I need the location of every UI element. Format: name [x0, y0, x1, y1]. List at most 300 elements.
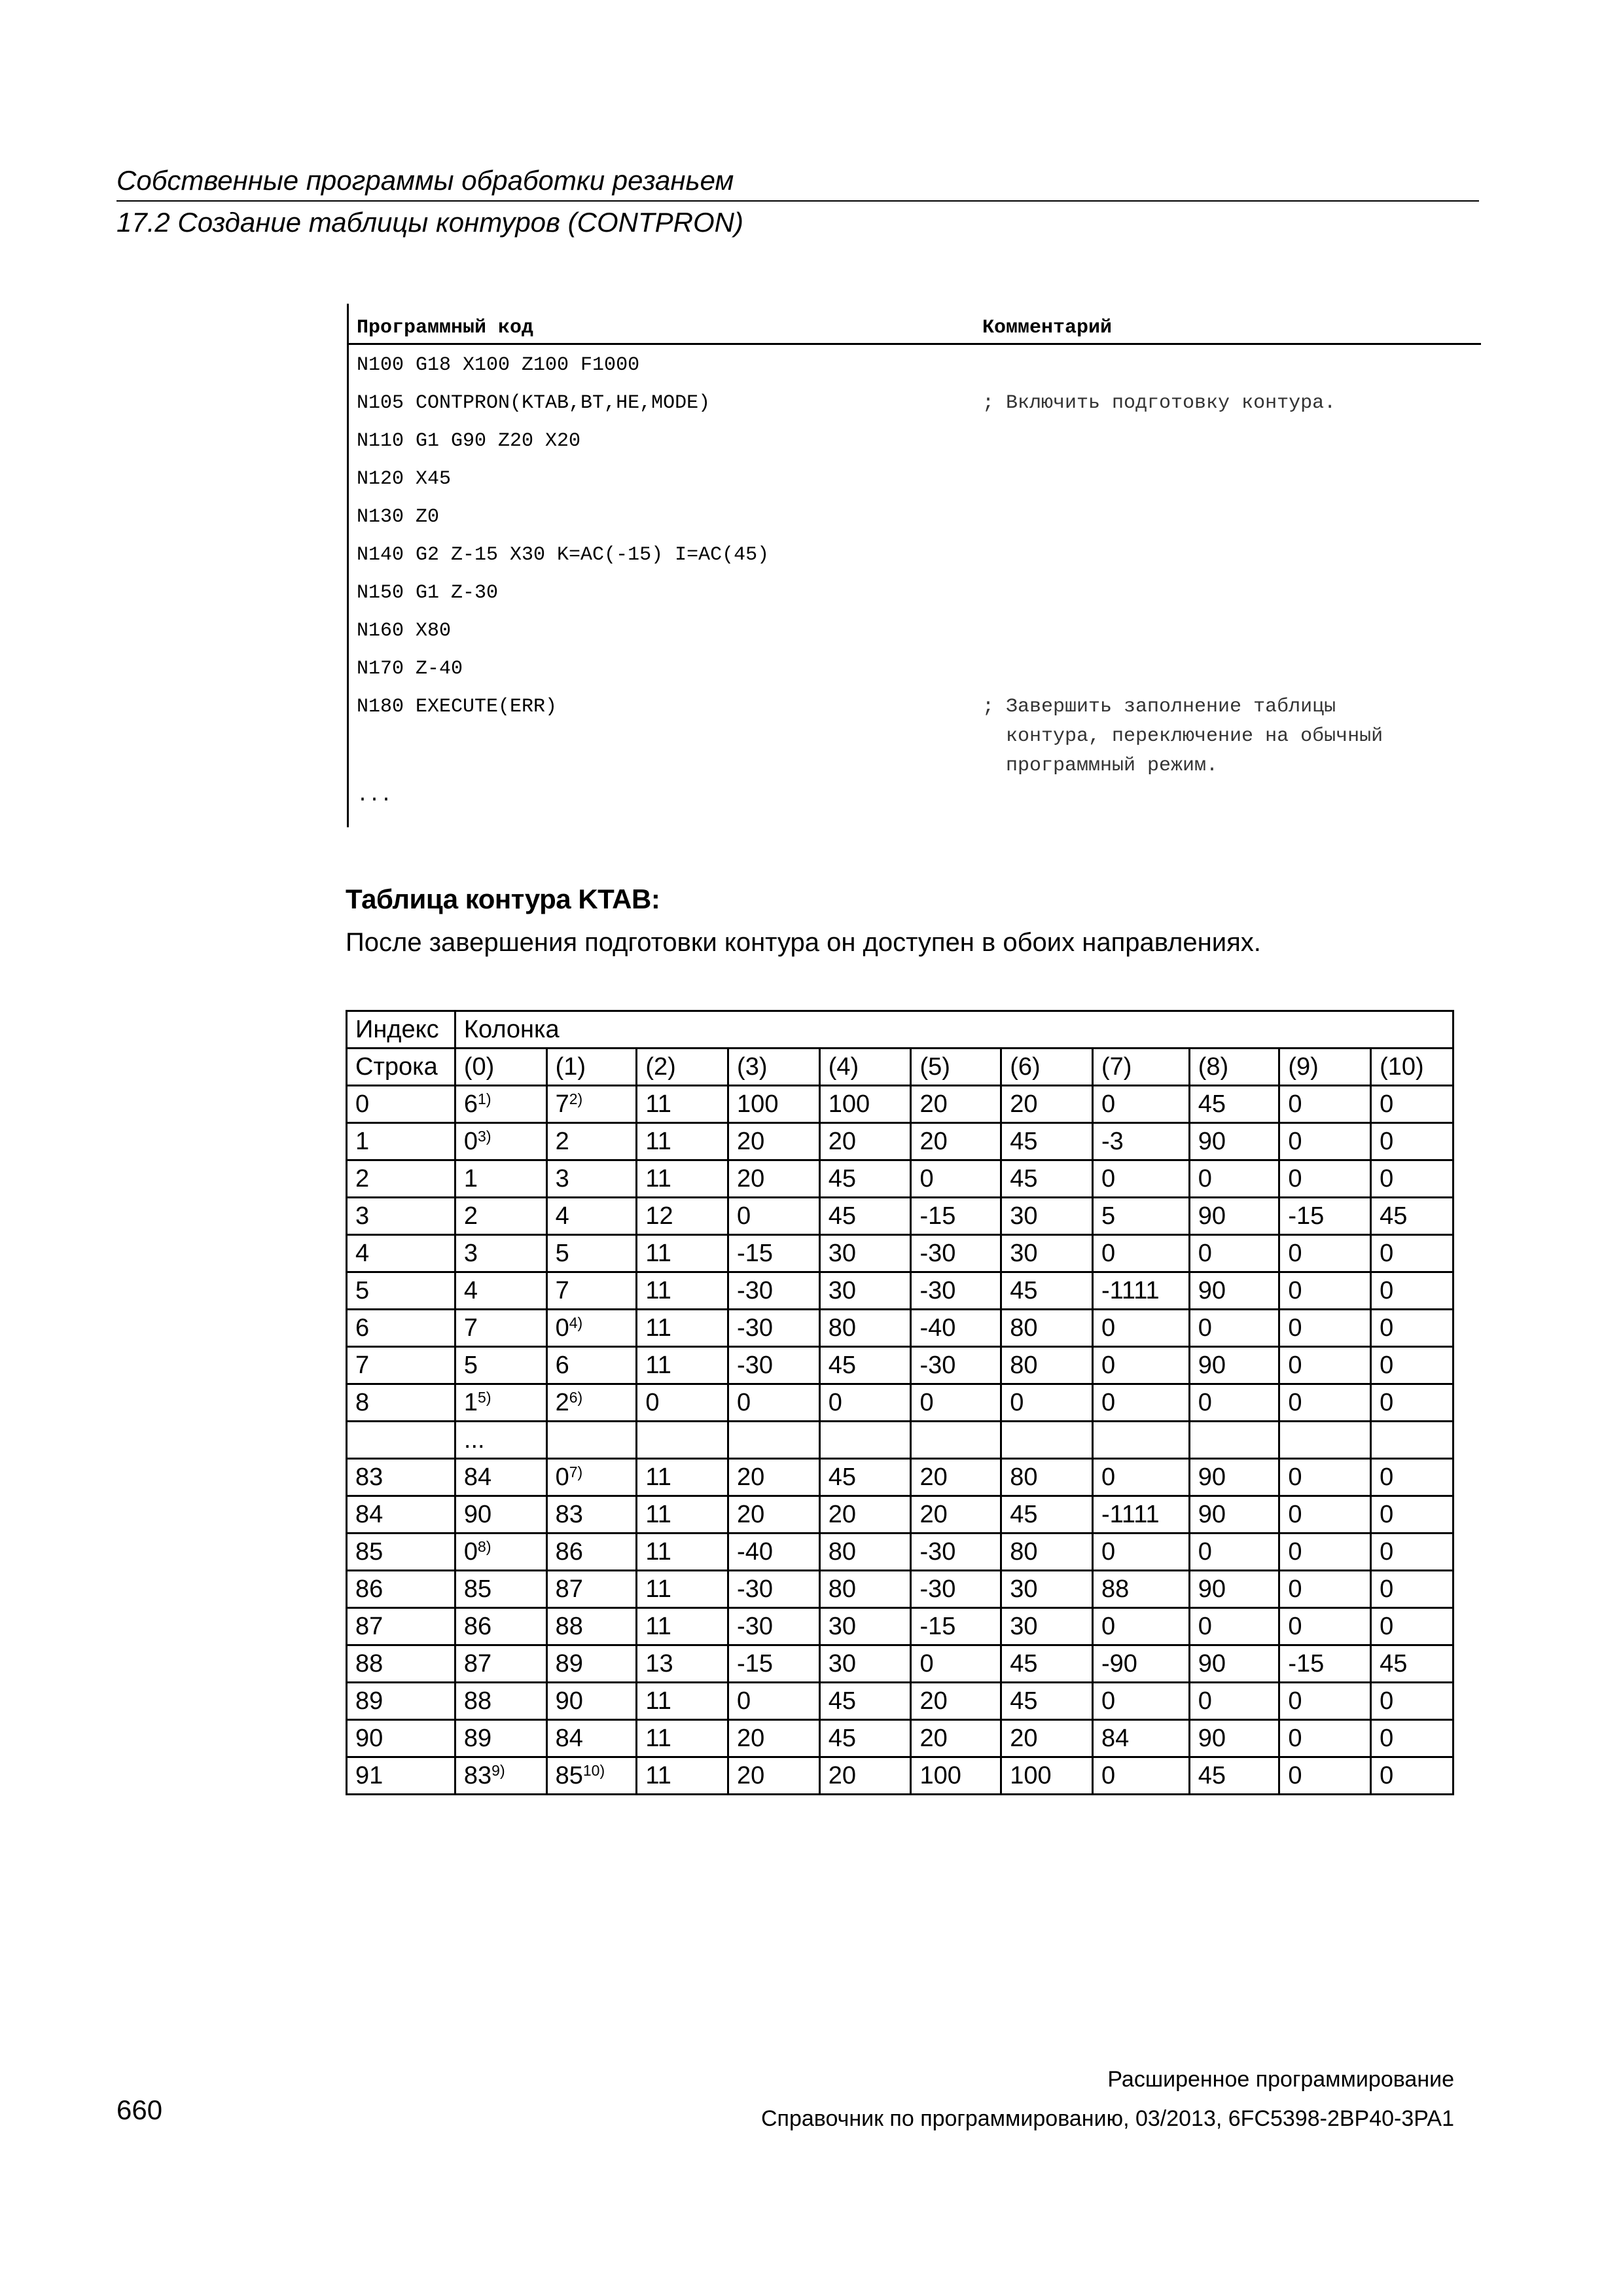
cell-value: 0: [1288, 1537, 1302, 1566]
cell-value: 30: [1010, 1202, 1038, 1230]
table-cell: [1001, 1235, 1093, 1272]
cell-value: 30: [828, 1612, 857, 1640]
cell-value: 0: [1380, 1164, 1394, 1193]
cell-value: 11: [645, 1575, 671, 1603]
cell-value: 30: [1010, 1239, 1038, 1267]
cell-value: 0: [1380, 1314, 1394, 1342]
cell-value: 45: [1010, 1127, 1038, 1155]
table-cell: [1371, 1757, 1454, 1795]
table-cell: [455, 1384, 546, 1422]
comment-column-header: Комментарий: [982, 317, 1113, 339]
table-cell: [1279, 1086, 1371, 1123]
row-index-cell: [347, 1198, 455, 1235]
cell-value: 45: [1380, 1649, 1408, 1677]
table-cell: [1092, 1310, 1189, 1347]
table-row: [347, 1310, 1454, 1347]
table-cell: [546, 1571, 637, 1608]
table-cell: [1189, 1683, 1279, 1720]
code-listing: [347, 304, 1481, 827]
table-cell: [637, 1720, 728, 1757]
cell-value: 0: [1288, 1314, 1302, 1342]
cell-value: 20: [1010, 1724, 1038, 1752]
cell-value: 11: [645, 1127, 671, 1155]
cell-value: 0: [1288, 1276, 1302, 1304]
cell-value: -15: [737, 1239, 773, 1267]
table-cell: [1371, 1683, 1454, 1720]
table-cell: [637, 1384, 728, 1422]
cell-value: 0: [1380, 1463, 1394, 1491]
table-cell: [546, 1720, 637, 1757]
row-index-cell: [347, 1086, 455, 1123]
cell-value: 11: [645, 1687, 671, 1715]
cell-value: 88: [555, 1612, 583, 1640]
table-cell: [1371, 1123, 1454, 1160]
table-cell: [455, 1645, 546, 1683]
cell-value: 0: [919, 1649, 934, 1677]
table-cell: [637, 1086, 728, 1123]
column-number: (3): [728, 1049, 820, 1086]
cell-value: 2: [555, 1127, 569, 1155]
cell-value: 11: [645, 1724, 671, 1752]
cell-value: 7: [463, 1314, 478, 1342]
cell-value: 90: [1198, 1500, 1226, 1528]
cell-value: 86: [555, 1537, 583, 1566]
table-cell: [637, 1160, 728, 1198]
cell-value: -30: [737, 1351, 773, 1379]
cell-value: -15: [1288, 1202, 1325, 1230]
cell-value: 0: [1380, 1612, 1394, 1640]
table-cell: [1189, 1496, 1279, 1534]
cell-value: 11: [645, 1090, 671, 1118]
cell-value: 6: [355, 1314, 370, 1342]
cell-value: 0: [1101, 1687, 1116, 1715]
table-cell: [1001, 1720, 1093, 1757]
table-cell: [1001, 1757, 1093, 1795]
table-cell: [546, 1198, 637, 1235]
table-cell: [819, 1496, 911, 1534]
page-header: [116, 162, 1479, 241]
table-row: [347, 1086, 1454, 1123]
table-cell: [1279, 1720, 1371, 1757]
cell-value: 0: [1010, 1388, 1024, 1416]
cell-value: 0: [1198, 1239, 1212, 1267]
table-row: [347, 1198, 1454, 1235]
cell-value: -30: [919, 1575, 956, 1603]
row-index-cell: [347, 1720, 455, 1757]
table-cell: [1371, 1571, 1454, 1608]
cell-value: 20: [737, 1164, 765, 1193]
code-line: [349, 687, 1481, 785]
table-cell: [546, 1310, 637, 1347]
table-row: [347, 1422, 1454, 1459]
cell-value: -1111: [1101, 1276, 1160, 1304]
table-cell: [1092, 1347, 1189, 1384]
cell-value: 20: [828, 1500, 857, 1528]
table-cell: [546, 1347, 637, 1384]
cell-value: 0: [555, 1314, 569, 1342]
cell-value: 11: [645, 1239, 671, 1267]
cell-value: 2: [555, 1388, 569, 1416]
table-cell: [1092, 1272, 1189, 1310]
table-cell: [546, 1608, 637, 1645]
cell-value: 7: [355, 1351, 370, 1379]
cell-value: 20: [737, 1724, 765, 1752]
cell-value: 1: [463, 1164, 478, 1193]
table-cell: [1001, 1384, 1093, 1422]
table-cell: [1279, 1757, 1371, 1795]
cell-value: 85: [555, 1761, 583, 1789]
cell-value: 30: [1010, 1612, 1038, 1640]
table-cell: [819, 1310, 911, 1347]
row-index-cell: [347, 1757, 455, 1795]
table-cell: [728, 1459, 820, 1496]
cell-value: 11: [645, 1164, 671, 1193]
cell-value: 3: [555, 1164, 569, 1193]
cell-value: 11: [645, 1500, 671, 1528]
table-cell: [1092, 1086, 1189, 1123]
table-subheader-row: [347, 1049, 1454, 1086]
table-cell: [1189, 1720, 1279, 1757]
table-cell: [911, 1683, 1001, 1720]
table-cell: [819, 1086, 911, 1123]
cell-value: 0: [919, 1388, 934, 1416]
table-cell: [1001, 1683, 1093, 1720]
cell-value: 83: [555, 1500, 583, 1528]
cell-value: 11: [645, 1314, 671, 1342]
table-cell: [728, 1310, 820, 1347]
cell-value: 45: [1010, 1649, 1038, 1677]
table-cell: [728, 1720, 820, 1757]
cell-value: 80: [1010, 1537, 1038, 1566]
cell-value: 2: [355, 1164, 370, 1193]
column-number: (10): [1371, 1049, 1454, 1086]
cell-value: 90: [1198, 1127, 1226, 1155]
table-cell: [455, 1310, 546, 1347]
cell-value: 90: [1198, 1276, 1226, 1304]
code-text: N170 Z-40: [357, 658, 463, 680]
table-cell: [1092, 1683, 1189, 1720]
cell-value: 45: [1380, 1202, 1408, 1230]
cell-value: 20: [919, 1127, 948, 1155]
cell-value: 0: [355, 1090, 370, 1118]
cell-value: 20: [737, 1500, 765, 1528]
table-cell: [637, 1198, 728, 1235]
table-cell: [546, 1645, 637, 1683]
cell-value: 84: [355, 1500, 383, 1528]
table-cell: [1189, 1160, 1279, 1198]
table-cell: [728, 1534, 820, 1571]
table-cell: [546, 1123, 637, 1160]
column-number: (4): [819, 1049, 911, 1086]
row-index-cell: [347, 1272, 455, 1310]
cell-value: 86: [355, 1575, 383, 1603]
table-cell: [1371, 1645, 1454, 1683]
column-number: (9): [1279, 1049, 1371, 1086]
cell-value: 11: [645, 1612, 671, 1640]
cell-value: 0: [1380, 1127, 1394, 1155]
row-index-cell: [347, 1160, 455, 1198]
cell-value: 30: [1010, 1575, 1038, 1603]
cell-value: -40: [919, 1314, 956, 1342]
cell-value: 45: [1010, 1276, 1038, 1304]
row-index-cell: [347, 1459, 455, 1496]
footnote-marker: 10): [582, 1761, 605, 1779]
cell-value: 87: [355, 1612, 383, 1640]
cell-value: 80: [1010, 1351, 1038, 1379]
table-cell: [1189, 1459, 1279, 1496]
table-cell: [819, 1123, 911, 1160]
cell-value: 84: [555, 1724, 583, 1752]
cell-value: 83: [355, 1463, 383, 1491]
table-cell: [728, 1496, 820, 1534]
table-cell: [728, 1384, 820, 1422]
table-cell: [637, 1310, 728, 1347]
table-cell: [546, 1459, 637, 1496]
cell-value: 20: [919, 1500, 948, 1528]
cell-value: 5: [463, 1351, 478, 1379]
table-cell: [911, 1534, 1001, 1571]
section-title: 17.2 Создание таблицы контуров (CONTPRON): [116, 207, 743, 238]
table-cell: [546, 1683, 637, 1720]
cell-value: 3: [463, 1239, 478, 1267]
table-title: Таблица контура KTAB:: [346, 884, 660, 914]
cell-value: -30: [919, 1276, 956, 1304]
table-cell: [1189, 1347, 1279, 1384]
table-cell: [1189, 1235, 1279, 1272]
table-cell: [1001, 1310, 1093, 1347]
cell-value: 0: [1288, 1463, 1302, 1491]
cell-value: 89: [463, 1724, 492, 1752]
table-cell: [911, 1198, 1001, 1235]
cell-value: 13: [645, 1649, 673, 1677]
cell-value: 0: [1101, 1463, 1116, 1491]
table-cell: [1001, 1347, 1093, 1384]
table-cell: [1371, 1496, 1454, 1534]
cell-value: 0: [1288, 1612, 1302, 1640]
cell-value: 0: [828, 1388, 842, 1416]
table-cell: [455, 1272, 546, 1310]
cell-value: 20: [828, 1127, 857, 1155]
table-row: [347, 1160, 1454, 1198]
cell-value: 1: [355, 1127, 370, 1155]
cell-value: -30: [737, 1314, 773, 1342]
table-cell: [728, 1123, 820, 1160]
cell-value: 80: [828, 1575, 857, 1603]
table-cell: [1001, 1198, 1093, 1235]
code-line: [349, 345, 1481, 383]
row-index-cell: [347, 1534, 455, 1571]
cell-value: 20: [737, 1761, 765, 1789]
cell-value: 0: [1288, 1575, 1302, 1603]
table-cell: [819, 1571, 911, 1608]
chapter-title: Собственные программы обработки резаньем: [116, 165, 734, 196]
cell-value: 84: [1101, 1724, 1130, 1752]
cell-value: 5: [1101, 1202, 1116, 1230]
table-cell: [637, 1347, 728, 1384]
cell-value: 89: [355, 1687, 383, 1715]
cell-value: 0: [1380, 1575, 1394, 1603]
cell-value: 0: [1101, 1164, 1116, 1193]
table-cell: [637, 1645, 728, 1683]
table-cell: [1371, 1272, 1454, 1310]
code-listing-header: [349, 304, 1481, 345]
table-cell: [1092, 1160, 1189, 1198]
table-cell: [1189, 1123, 1279, 1160]
table-cell: [1092, 1235, 1189, 1272]
table-cell: [911, 1123, 1001, 1160]
code-text: N120 X45: [357, 468, 452, 490]
cell-value: 45: [828, 1463, 857, 1491]
row-index-cell: [347, 1310, 455, 1347]
table-cell: [1279, 1235, 1371, 1272]
table-cell: [455, 1608, 546, 1645]
cell-value: 0: [1380, 1537, 1394, 1566]
footnote-marker: 1): [478, 1090, 491, 1107]
cell-value: 90: [463, 1500, 492, 1528]
row-index-cell: [347, 1422, 455, 1459]
table-cell: [819, 1720, 911, 1757]
code-column-header: Программный код: [357, 317, 534, 339]
cell-value: 0: [1101, 1351, 1116, 1379]
cell-value: 0: [1101, 1090, 1116, 1118]
table-cell: [1092, 1720, 1189, 1757]
column-number: (5): [911, 1049, 1001, 1086]
cell-value: 30: [828, 1239, 857, 1267]
cell-value: 87: [555, 1575, 583, 1603]
table-cell: [1279, 1645, 1371, 1683]
row-index-cell: [347, 1571, 455, 1608]
table-cell: [1279, 1459, 1371, 1496]
table-cell: [1001, 1496, 1093, 1534]
table-cell: [819, 1534, 911, 1571]
cell-value: 45: [828, 1202, 857, 1230]
table-row: [347, 1496, 1454, 1534]
table-cell: [1189, 1608, 1279, 1645]
column-header: Колонка: [455, 1011, 1453, 1049]
table-cell: [546, 1384, 637, 1422]
table-cell: [1279, 1496, 1371, 1534]
table-row: [347, 1272, 1454, 1310]
table-cell: [728, 1272, 820, 1310]
cell-value: 0: [1101, 1612, 1116, 1640]
table-cell: [1092, 1496, 1189, 1534]
table-cell: [728, 1571, 820, 1608]
table-cell: [728, 1683, 820, 1720]
table-cell: [1189, 1086, 1279, 1123]
table-cell: [728, 1422, 820, 1459]
column-number: (6): [1001, 1049, 1093, 1086]
cell-value: 0: [1198, 1537, 1212, 1566]
cell-value: 0: [1288, 1239, 1302, 1267]
cell-value: 0: [1101, 1314, 1116, 1342]
table-cell: [637, 1459, 728, 1496]
cell-value: 0: [1380, 1761, 1394, 1789]
table-cell: [819, 1160, 911, 1198]
table-cell: [911, 1608, 1001, 1645]
table-cell: [455, 1534, 546, 1571]
table-cell: [637, 1272, 728, 1310]
code-text: N105 CONTPRON(KTAB,BT,HE,MODE): [357, 392, 711, 414]
table-cell: [1371, 1347, 1454, 1384]
header-rule: [116, 200, 1479, 202]
table-cell: [1092, 1384, 1189, 1422]
table-cell: [1279, 1571, 1371, 1608]
table-cell: [455, 1683, 546, 1720]
table-header-row: [347, 1011, 1454, 1049]
cell-value: -15: [1288, 1649, 1325, 1677]
cell-value: 90: [1198, 1724, 1226, 1752]
table-row: [347, 1534, 1454, 1571]
cell-value: 45: [828, 1351, 857, 1379]
table-cell: [455, 1123, 546, 1160]
cell-value: 0: [1380, 1090, 1394, 1118]
table-cell: [1371, 1720, 1454, 1757]
cell-value: 20: [737, 1463, 765, 1491]
table-row: [347, 1235, 1454, 1272]
table-cell: [728, 1160, 820, 1198]
table-cell: [911, 1310, 1001, 1347]
table-row: [347, 1347, 1454, 1384]
cell-value: -15: [737, 1649, 773, 1677]
table-cell: [819, 1459, 911, 1496]
table-cell: [1189, 1534, 1279, 1571]
cell-value: -3: [1101, 1127, 1124, 1155]
table-cell: [1279, 1384, 1371, 1422]
row-header: Строка: [347, 1049, 455, 1086]
page-number: 660: [116, 2094, 163, 2125]
code-text: N150 G1 Z-30: [357, 582, 499, 604]
cell-value: 100: [828, 1090, 870, 1118]
cell-value: 84: [463, 1463, 492, 1491]
cell-value: 0: [1380, 1724, 1394, 1752]
table-row: [347, 1683, 1454, 1720]
cell-value: 45: [828, 1687, 857, 1715]
code-line: [349, 611, 1481, 649]
column-number: (1): [546, 1049, 637, 1086]
cell-value: 100: [919, 1761, 961, 1789]
table-cell: [1001, 1534, 1093, 1571]
table-cell: [1371, 1459, 1454, 1496]
table-cell: [728, 1757, 820, 1795]
table-cell: [1371, 1608, 1454, 1645]
table-cell: [1189, 1310, 1279, 1347]
table-cell: [455, 1198, 546, 1235]
table-cell: [911, 1160, 1001, 1198]
table-cell: [728, 1235, 820, 1272]
code-text: N140 G2 Z-15 X30 K=AC(-15) I=AC(45): [357, 544, 770, 566]
table-cell: [1001, 1160, 1093, 1198]
table-cell: [1001, 1086, 1093, 1123]
table-cell: [1279, 1123, 1371, 1160]
table-cell: [911, 1272, 1001, 1310]
cell-value: 90: [1198, 1649, 1226, 1677]
table-cell: [455, 1720, 546, 1757]
code-text: N130 Z0: [357, 506, 440, 528]
column-number: (8): [1189, 1049, 1279, 1086]
table-cell: [1371, 1235, 1454, 1272]
cell-value: 0: [1288, 1724, 1302, 1752]
table-cell: [637, 1757, 728, 1795]
cell-value: -40: [737, 1537, 773, 1566]
table-cell: [1092, 1645, 1189, 1683]
cell-value: -30: [919, 1239, 956, 1267]
table-cell: [1001, 1272, 1093, 1310]
table-row: [347, 1123, 1454, 1160]
table-cell: [546, 1534, 637, 1571]
cell-value: 4: [555, 1202, 569, 1230]
table-cell: [637, 1422, 728, 1459]
table-cell: [637, 1235, 728, 1272]
